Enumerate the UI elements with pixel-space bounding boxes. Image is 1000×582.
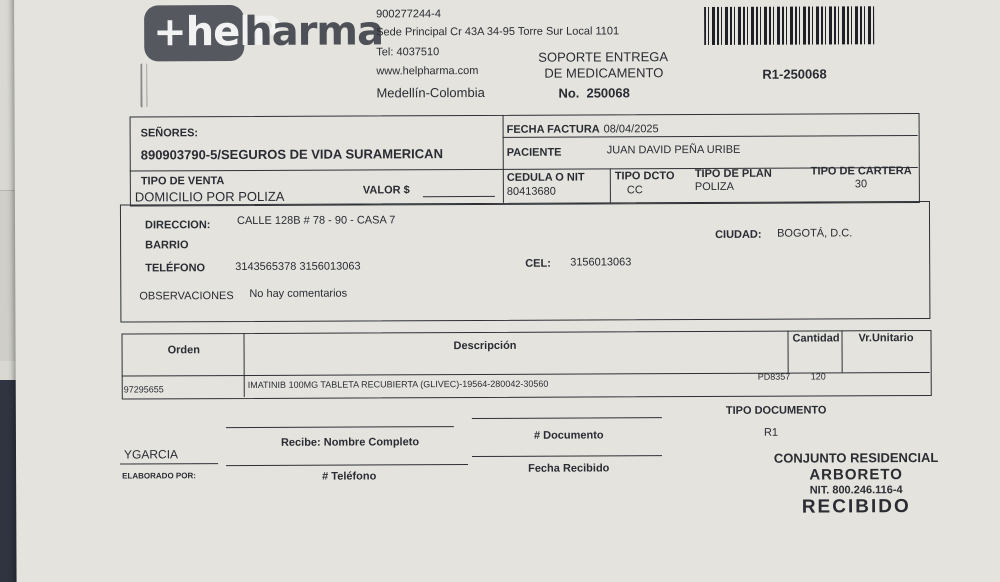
recibe-label: Recibe: Nombre Completo <box>280 436 420 449</box>
senores-label: SEÑORES: <box>140 127 199 140</box>
telefono-footer-label: # Teléfono <box>322 470 377 483</box>
cel-value: 3156013063 <box>570 256 632 269</box>
tipo-venta-value: DOMICILIO POR POLIZA <box>134 188 285 205</box>
delivery-form <box>14 0 1000 582</box>
col-orden: Orden <box>167 344 200 357</box>
stamp-line4: RECIBIDO <box>801 496 911 518</box>
tipo-dcto-value: CC <box>626 184 643 197</box>
valor-label: VALOR $ <box>362 184 410 197</box>
observaciones-label: OBSERVACIONES <box>139 290 234 303</box>
fecha-recibido-label: Fecha Recibido <box>528 462 610 475</box>
logo-text-light: +helP <box>153 8 281 56</box>
logo-text-dark: harma <box>244 8 384 55</box>
company-nit: 900277244-4 <box>376 8 441 21</box>
direccion-label: DIRECCION: <box>144 219 211 232</box>
tipo-plan-label: TIPO DE PLAN <box>694 167 772 181</box>
cedula-value: 80413680 <box>506 185 556 198</box>
col-vr-unitario: Vr.Unitario <box>858 332 914 345</box>
tipo-plan-value: POLIZA <box>694 180 735 194</box>
fecha-factura-label: FECHA FACTURA <box>506 123 600 136</box>
tipo-cartera-value: 30 <box>854 178 868 191</box>
senores-value: 890903790-5/SEGUROS DE VIDA SURAMERICAN <box>140 146 443 163</box>
stamp-line3: NIT. 800.246.116-4 <box>809 484 903 497</box>
row-descripcion: IMATINIB 100MG TABLETA RECUBIERTA (GLIVEC)-19564-280042-30560 <box>247 378 549 390</box>
row-orden: 97295655 <box>123 384 164 395</box>
row-codigo: PD8357 <box>757 371 791 382</box>
cel-label: CEL: <box>525 257 551 270</box>
col-descripcion: Descripción <box>453 339 517 353</box>
doc-number: 250068 <box>586 85 630 101</box>
doc-title-line2: DE MEDICAMENTO <box>544 65 664 81</box>
paciente-label: PACIENTE <box>506 146 562 159</box>
ciudad-label: CIUDAD: <box>715 228 762 241</box>
tipo-dcto-label: TIPO DCTO <box>614 170 675 183</box>
doc-number-label: No. <box>558 85 580 101</box>
ciudad-value: BOGOTÁ, D.C. <box>777 227 853 240</box>
company-address: Sede Principal Cr 43A 34-95 Torre Sur Local 1101 <box>376 25 620 39</box>
tipo-documento-value: R1 <box>763 426 779 439</box>
company-city: Medellín-Colombia <box>376 84 485 101</box>
observaciones-value: No hay comentarios <box>249 287 348 300</box>
elaborado-label: ELABORADO POR: <box>122 471 196 481</box>
telefono-value: 3143565378 3156013063 <box>235 260 361 274</box>
barcode <box>704 6 874 45</box>
col-cantidad: Cantidad <box>792 332 840 345</box>
barcode-code: R1-250068 <box>762 66 827 82</box>
tipo-documento-label: TIPO DOCUMENTO <box>725 404 827 417</box>
direccion-value: CALLE 128B # 78 - 90 - CASA 7 <box>236 214 396 228</box>
stamp-line2: ARBORETO <box>809 466 903 484</box>
company-website: www.helpharma.com <box>376 64 479 78</box>
fecha-factura-value: 08/04/2025 <box>603 123 659 136</box>
company-phone: Tel: 4037510 <box>376 46 440 59</box>
barrio-label: BARRIO <box>145 239 189 252</box>
documento-label: # Documento <box>533 429 604 442</box>
doc-title-line1: SOPORTE ENTREGA <box>538 49 669 65</box>
paciente-value: JUAN DAVID PEÑA URIBE <box>606 143 741 157</box>
staple-clip <box>140 63 147 107</box>
telefono-label: TELÉFONO <box>145 262 206 275</box>
stamp-line1: CONJUNTO RESIDENCIAL <box>773 449 939 466</box>
tipo-venta-label: TIPO DE VENTA <box>140 175 225 188</box>
elaborado-value: YGARCIA <box>123 447 179 462</box>
tipo-cartera-label: TIPO DE CARTERA <box>810 165 912 178</box>
cedula-label: CEDULA O NIT <box>506 171 585 184</box>
row-cantidad: 120 <box>810 371 826 382</box>
